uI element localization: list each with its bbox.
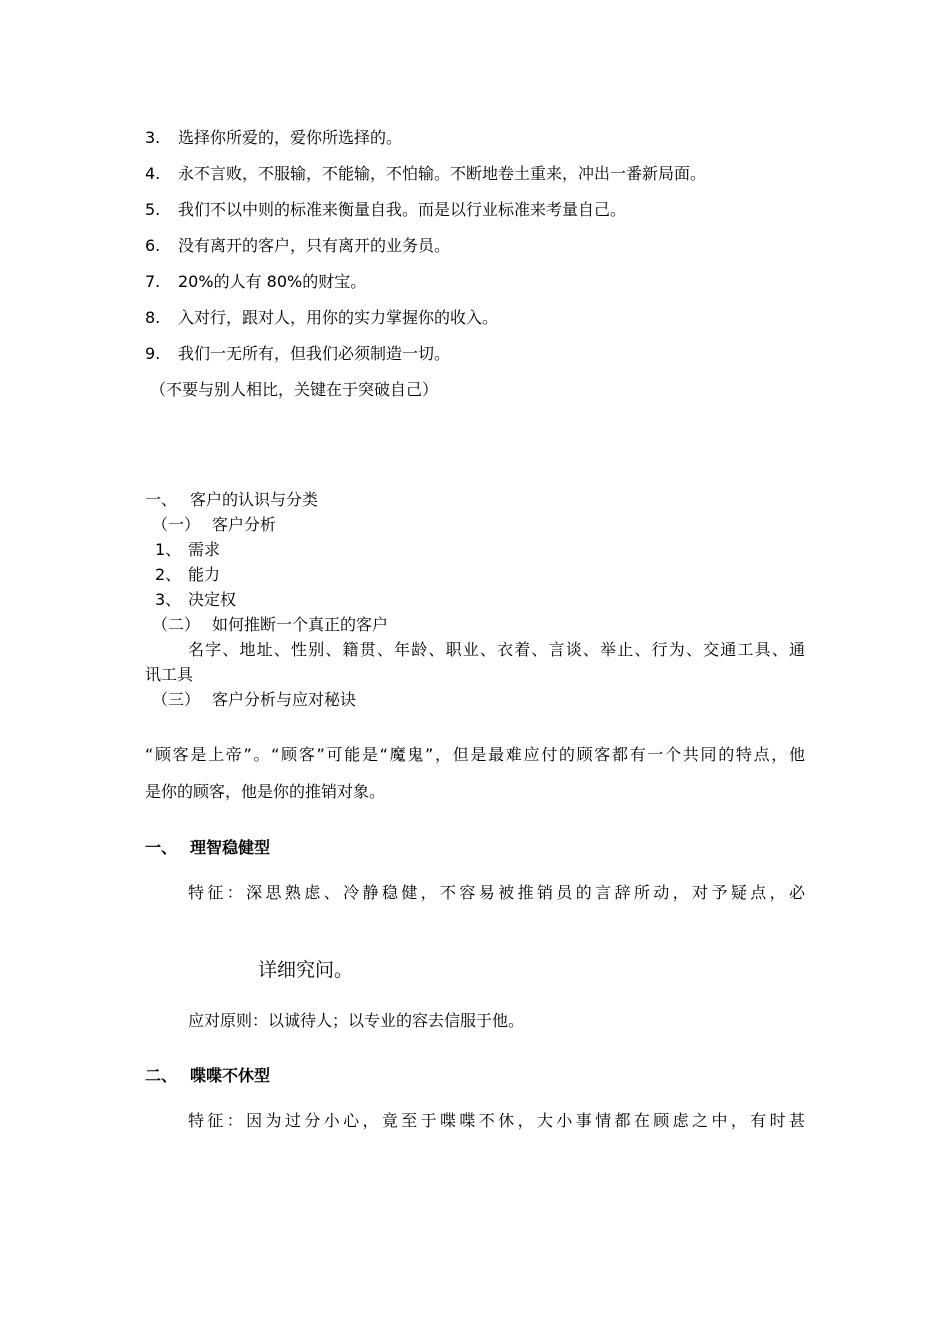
list-item: 永不言败，不服输，不能输，不怕输。不断地卷土重来，冲出一番新局面。 [178, 164, 707, 183]
subsection-number: （二） [152, 615, 201, 634]
list-number: 3. [145, 128, 161, 147]
type-feature: 详细究问。 [258, 959, 354, 981]
section-title: 客户的认识与分类 [190, 490, 319, 509]
list-item: 入对行，跟对人，用你的实力掌握你的收入。 [178, 308, 499, 327]
subsection-number: （一） [152, 515, 201, 534]
intro-paragraph: 是你的顾客，他是你的推销对象。 [145, 782, 386, 801]
type-heading: 理智稳健型 [190, 838, 271, 857]
outline-item: 能力 [188, 565, 221, 584]
outline-item-number: 3、 [155, 590, 182, 609]
section-number: 一、 [145, 490, 178, 509]
list-item: 没有离开的客户，只有离开的业务员。 [178, 236, 451, 255]
outline-item-number: 2、 [155, 565, 182, 584]
type-heading: 喋喋不休型 [190, 1066, 271, 1085]
subsection-body: 名字、地址、性别、籍贯、年龄、职业、衣着、言谈、举止、行为、交通工具、通 [188, 640, 805, 659]
subsection-body: 讯工具 [145, 665, 194, 684]
type-feature: 特征：因为过分小心，竟至于喋喋不休，大小事情都在顾虑之中，有时甚 [188, 1111, 805, 1130]
outline-item: 决定权 [188, 590, 237, 609]
list-number: 8. [145, 308, 161, 327]
list-number: 7. [145, 272, 161, 291]
subsection-title: 客户分析 [212, 515, 277, 534]
intro-paragraph: “顾客是上帝”。“顾客”可能是“魔鬼”，但是最难应付的顾客都有一个共同的特点，他 [145, 745, 805, 764]
list-number: 4. [145, 164, 161, 183]
subsection-number: （三） [152, 690, 201, 709]
subsection-title: 客户分析与应对秘诀 [212, 690, 357, 709]
outline-item: 需求 [188, 540, 221, 559]
outline-item-number: 1、 [155, 540, 182, 559]
list-item: 选择你所爱的，爱你所选择的。 [178, 128, 403, 147]
list-item: 20%的人有 80%的财宝。 [178, 272, 367, 291]
list-number: 6. [145, 236, 161, 255]
type-heading-number: 一、 [145, 838, 178, 857]
list-number: 9. [145, 344, 161, 363]
type-response: 应对原则：以诚待人；以专业的容去信服于他。 [188, 1011, 525, 1030]
type-feature: 特征：深思熟虑、冷静稳健，不容易被推销员的言辞所动，对予疑点，必 [188, 883, 805, 902]
subsection-title: 如何推断一个真正的客户 [212, 615, 389, 634]
list-item: 我们不以中则的标准来衡量自我。而是以行业标准来考量自己。 [178, 200, 627, 219]
list-note: （不要与别人相比，关键在于突破自己） [150, 380, 439, 399]
list-number: 5. [145, 200, 161, 219]
type-heading-number: 二、 [145, 1066, 178, 1085]
list-item: 我们一无所有，但我们必须制造一切。 [178, 344, 451, 363]
